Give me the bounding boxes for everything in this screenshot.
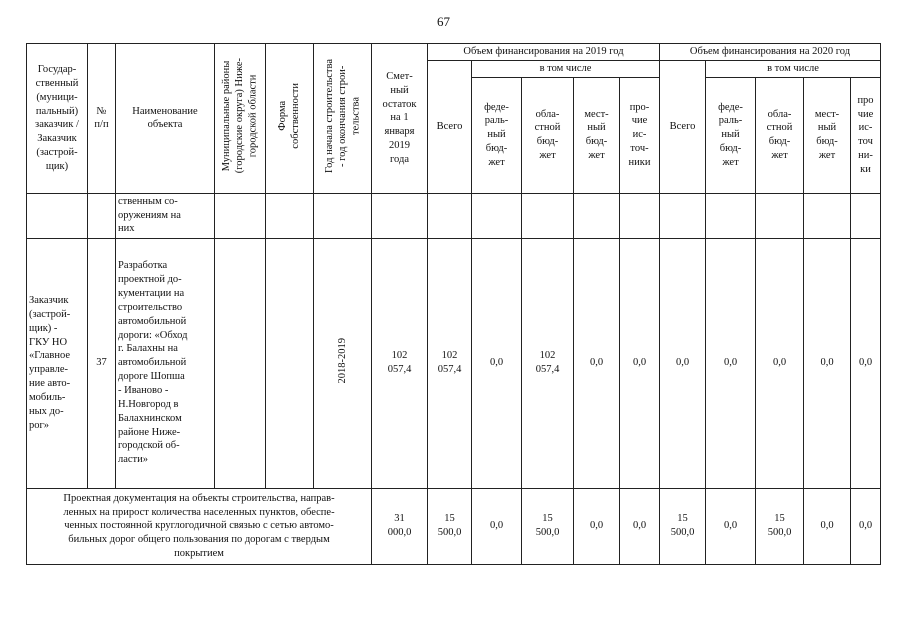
header-financing-2020: Объем финансирования на 2020 год xyxy=(660,44,881,61)
header-including-2019: в том числе xyxy=(472,60,660,77)
row37-total-2020: 0,0 xyxy=(660,238,706,488)
header-years: Год начала строительства - год окончания строи- тельства xyxy=(323,58,362,173)
header-total-2020: Всего xyxy=(660,60,706,193)
summary-total-2020: 15 500,0 xyxy=(660,488,706,564)
summary-total-2019: 15 500,0 xyxy=(428,488,472,564)
header-federal-2020: феде- раль- ный бюд- жет xyxy=(706,77,756,193)
header-ownership: Форма собственности xyxy=(277,83,302,149)
row37-districts xyxy=(215,238,266,488)
row37-balance: 102 057,4 xyxy=(372,238,428,488)
row37-other-2020: 0,0 xyxy=(851,238,881,488)
row37-years: 2018-2019 xyxy=(336,338,348,384)
summary-local-2019: 0,0 xyxy=(574,488,620,564)
page-number: 67 xyxy=(437,14,450,29)
header-local-2019: мест- ный бюд- жет xyxy=(574,77,620,193)
header-total-2019: Всего xyxy=(428,60,472,193)
header-districts-cell xyxy=(215,44,266,194)
table-row xyxy=(27,193,881,238)
row37-local-2020: 0,0 xyxy=(804,238,851,488)
header-including-2020: в том числе xyxy=(706,60,881,77)
summary-regional-2019: 15 500,0 xyxy=(522,488,574,564)
summary-other-2020: 0,0 xyxy=(851,488,881,564)
header-customer: Государ- ственный (муници- пальный) заказчик / Заказчик (застрой- щик) xyxy=(27,44,88,194)
summary-other-2019: 0,0 xyxy=(620,488,660,564)
header-years-cell xyxy=(314,44,372,194)
row37-regional-2020: 0,0 xyxy=(756,238,804,488)
header-number: № п/п xyxy=(88,44,116,194)
header-ownership-cell xyxy=(266,44,314,194)
row37-federal-2020: 0,0 xyxy=(706,238,756,488)
summary-description: Проектная документация на объекты строительства, направ- ленных на прирост количества населенных пунктов, обеспе- ченных постоянной круглогодичной связью с сетью автомо- бильных дорог общего пользования по дорогам с твердым покрытием xyxy=(27,488,372,564)
summary-federal-2019: 0,0 xyxy=(472,488,522,564)
summary-federal-2020: 0,0 xyxy=(706,488,756,564)
row37-number: 37 xyxy=(88,238,116,488)
continuation-object-name: ственным со- оружениям на них xyxy=(116,193,215,238)
table-row xyxy=(27,488,881,564)
header-balance: Смет- ный остаток на 1 января 2019 года xyxy=(372,44,428,194)
header-local-2020: мест- ный бюд- жет xyxy=(804,77,851,193)
header-regional-2020: обла- стной бюд- жет xyxy=(756,77,804,193)
row37-regional-2019: 102 057,4 xyxy=(522,238,574,488)
summary-balance: 31 000,0 xyxy=(372,488,428,564)
row37-customer: Заказчик (застрой- щик) - ГКУ НО «Главное управле- ние авто- мобиль- ных до- рог» xyxy=(27,238,88,488)
summary-local-2020: 0,0 xyxy=(804,488,851,564)
header-districts: Муниципальные районы (городские округа) Ниже- городской области xyxy=(221,58,259,174)
row37-federal-2019: 0,0 xyxy=(472,238,522,488)
row37-ownership xyxy=(266,238,314,488)
row37-years-cell xyxy=(314,238,372,488)
header-other-2020: про чие ис- точ ни- ки xyxy=(851,77,881,193)
financing-table xyxy=(26,43,881,565)
row37-other-2019: 0,0 xyxy=(620,238,660,488)
header-other-2019: про- чие ис- точ- ники xyxy=(620,77,660,193)
header-regional-2019: обла- стной бюд- жет xyxy=(522,77,574,193)
row37-total-2019: 102 057,4 xyxy=(428,238,472,488)
row37-object-name: Разработка проектной до- кументации на строительство автомобильной дороги: «Обход г. Балахны на автомобильной дороге Шопша - Иваново - Н.Новгород в Балахнинском районе Ниже- городской об- ласти» xyxy=(116,238,215,488)
table-row xyxy=(27,238,881,488)
header-financing-2019: Объем финансирования на 2019 год xyxy=(428,44,660,61)
header-object-name: Наименование объекта xyxy=(116,44,215,194)
header-federal-2019: феде- раль- ный бюд- жет xyxy=(472,77,522,193)
row37-local-2019: 0,0 xyxy=(574,238,620,488)
summary-regional-2020: 15 500,0 xyxy=(756,488,804,564)
